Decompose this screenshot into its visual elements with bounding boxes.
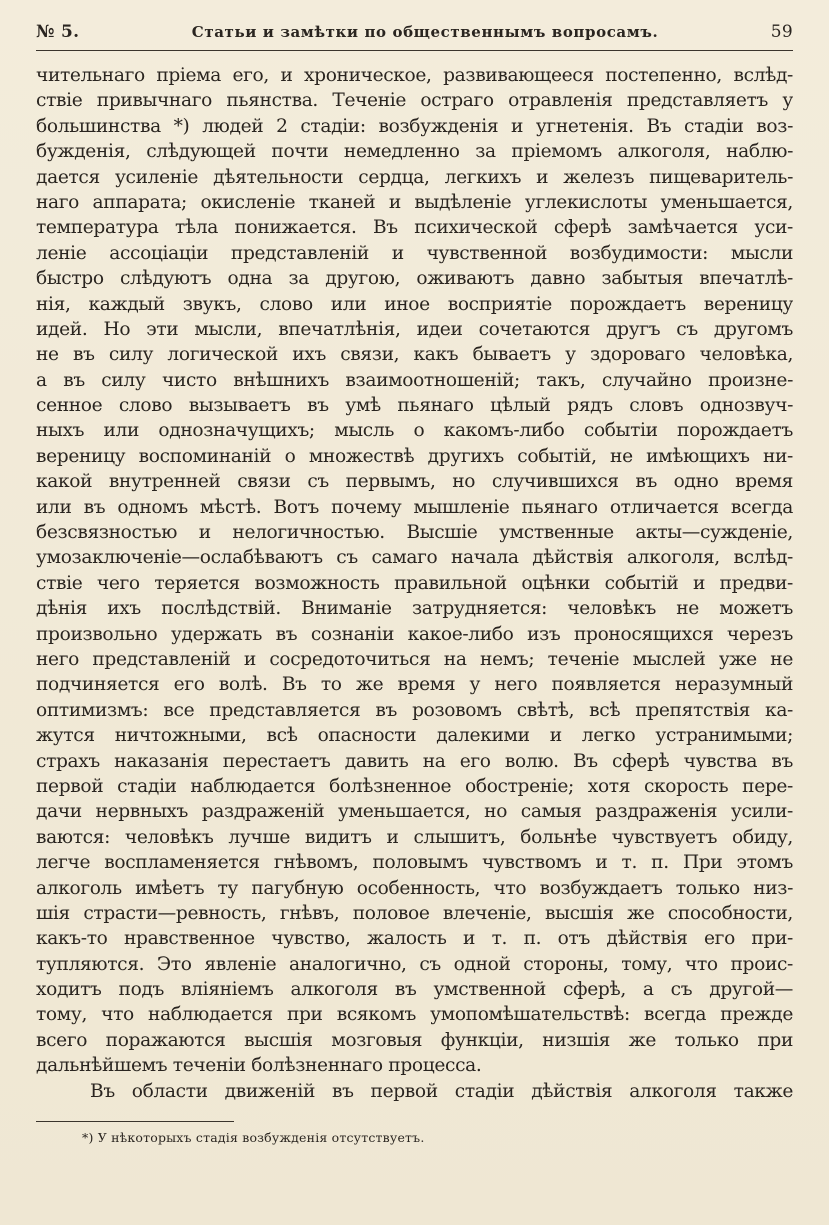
text-line: тому, что наблюдается при всякомъ умопомѣшательствѣ: всегда прежде <box>36 1004 793 1026</box>
page-number: 59 <box>770 22 793 42</box>
text-line: первой стадіи наблюдается болѣзненное обостреніе; хотя скорость пере- <box>36 775 793 797</box>
text-line: ходитъ подъ вліяніемъ алкоголя въ умственной сферѣ, а съ другой— <box>36 979 793 1001</box>
text-line: него представленій и сосредоточиться на немъ; теченіе мыслей уже не <box>36 648 793 670</box>
header-rule <box>36 50 793 51</box>
text-line: какъ-то нравственное чувство, жалость и т. п. отъ дѣйствія его при- <box>36 928 793 950</box>
text-line: температура тѣла понижается. Въ психической сферѣ замѣчается уси- <box>36 217 793 239</box>
text-line: бужденія, слѣдующей почти немедленно за пріемомъ алкоголя, наблю- <box>36 141 793 163</box>
text-line: идей. Но эти мысли, впечатлѣнія, идеи сочетаются другъ съ другомъ <box>36 318 793 340</box>
text-line: дѣнія ихъ послѣдствій. Вниманіе затрудняется: человѣкъ не можетъ <box>36 598 793 620</box>
text-line: ствіе чего теряется возможность правильной оцѣнки событій и предви- <box>36 572 793 594</box>
text-line: леніе ассоціаціи представленій и чувственной возбудимости: мысли <box>36 242 793 264</box>
text-line: ныхъ или однозначущихъ; мысль о какомъ-либо событіи порождаетъ <box>36 420 793 442</box>
text-line: жутся ничтожными, всѣ опасности далекими и легко устранимыми; <box>36 725 793 747</box>
footnote: *) У нѣкоторыхъ стадія возбужденія отсутствуетъ. <box>82 1130 425 1145</box>
text-line: дачи нервныхъ раздраженій уменьшается, но самыя раздраженія усили- <box>36 801 793 823</box>
text-line: не въ силу логической ихъ связи, какъ бываетъ у здороваго человѣка, <box>36 344 793 366</box>
text-line: умозаключеніе—ослабѣваютъ съ самаго начала дѣйствія алкоголя, вслѣд- <box>36 547 793 569</box>
text-line: большинства *) людей 2 стадіи: возбужденія и угнетенія. Въ стадіи воз- <box>36 115 793 137</box>
footnote-rule <box>36 1121 234 1122</box>
text-line: алкоголь имѣетъ ту пагубную особенность, что возбуждаетъ только низ- <box>36 877 793 899</box>
text-line: сенное слово вызываетъ въ умѣ пьянаго цѣлый рядъ словъ однозвуч- <box>36 395 793 417</box>
text-line: дальнѣйшемъ теченіи болѣзненнаго процесса. <box>36 1055 482 1077</box>
text-line: шія страсти—ревность, гнѣвъ, половое влеченіе, высшія же способности, <box>36 902 793 924</box>
text-line: или въ одномъ мѣстѣ. Вотъ почему мышленіе пьянаго отличается всегда <box>36 496 793 518</box>
text-line: быстро слѣдуютъ одна за другою, оживаютъ давно забытыя впечатлѣ- <box>36 268 793 290</box>
running-header <box>36 22 793 48</box>
running-title: Статьи и замѣтки по общественнымъ вопросамъ. <box>191 23 659 41</box>
text-line: нія, каждый звукъ, слово или иное восприятіе порождаетъ вереницу <box>36 293 793 315</box>
text-line: а въ силу чисто внѣшнихъ взаимоотношеній; такъ, случайно произне- <box>36 369 793 391</box>
text-line: оптимизмъ: все представляется въ розовомъ свѣтѣ, всѣ препятствія ка- <box>36 699 793 721</box>
text-line: вереницу воспоминаній о множествѣ другихъ событій, не имѣющихъ ни- <box>36 445 793 467</box>
text-line: легче воспламеняется гнѣвомъ, половымъ чувствомъ и т. п. При этомъ <box>36 852 793 874</box>
text-line: всего поражаются высшія мозговыя функціи, низшія же только при <box>36 1029 793 1051</box>
body-text <box>36 63 793 1104</box>
text-line: наго аппарата; окисленіе тканей и выдѣленіе углекислоты уменьшается, <box>36 191 793 213</box>
text-line: страхъ наказанія перестаетъ давить на его волю. Въ сферѣ чувства въ <box>36 750 793 772</box>
text-line: подчиняется его волѣ. Въ то же время у него появляется неразумный <box>36 674 793 696</box>
text-line: чительнаго пріема его, и хроническое, развивающееся постепенно, вслѣд- <box>36 65 793 86</box>
issue-number: № 5. <box>36 22 80 42</box>
text-line: безсвязностью и нелогичностью. Высшіе умственные акты—сужденіе, <box>36 522 793 544</box>
text-line-paragraph-start: Въ области движеній въ первой стадіи дѣйствія алкоголя также <box>90 1080 793 1102</box>
text-line: ваются: человѣкъ лучше видитъ и слышитъ, больнѣе чувствуетъ обиду, <box>36 826 793 848</box>
text-line: произвольно удержать въ сознаніи какое-либо изъ проносящихся черезъ <box>36 623 793 645</box>
text-line: дается усиленіе дѣятельности сердца, легкихъ и железъ пищеваритель- <box>36 166 793 188</box>
text-line: тупляются. Это явленіе аналогично, съ одной стороны, тому, что проис- <box>36 953 793 975</box>
text-line: ствіе привычнаго пьянства. Теченіе остраго отравленія представляетъ у <box>36 90 793 112</box>
text-line: какой внутренней связи съ первымъ, но случившихся въ одно время <box>36 471 793 493</box>
